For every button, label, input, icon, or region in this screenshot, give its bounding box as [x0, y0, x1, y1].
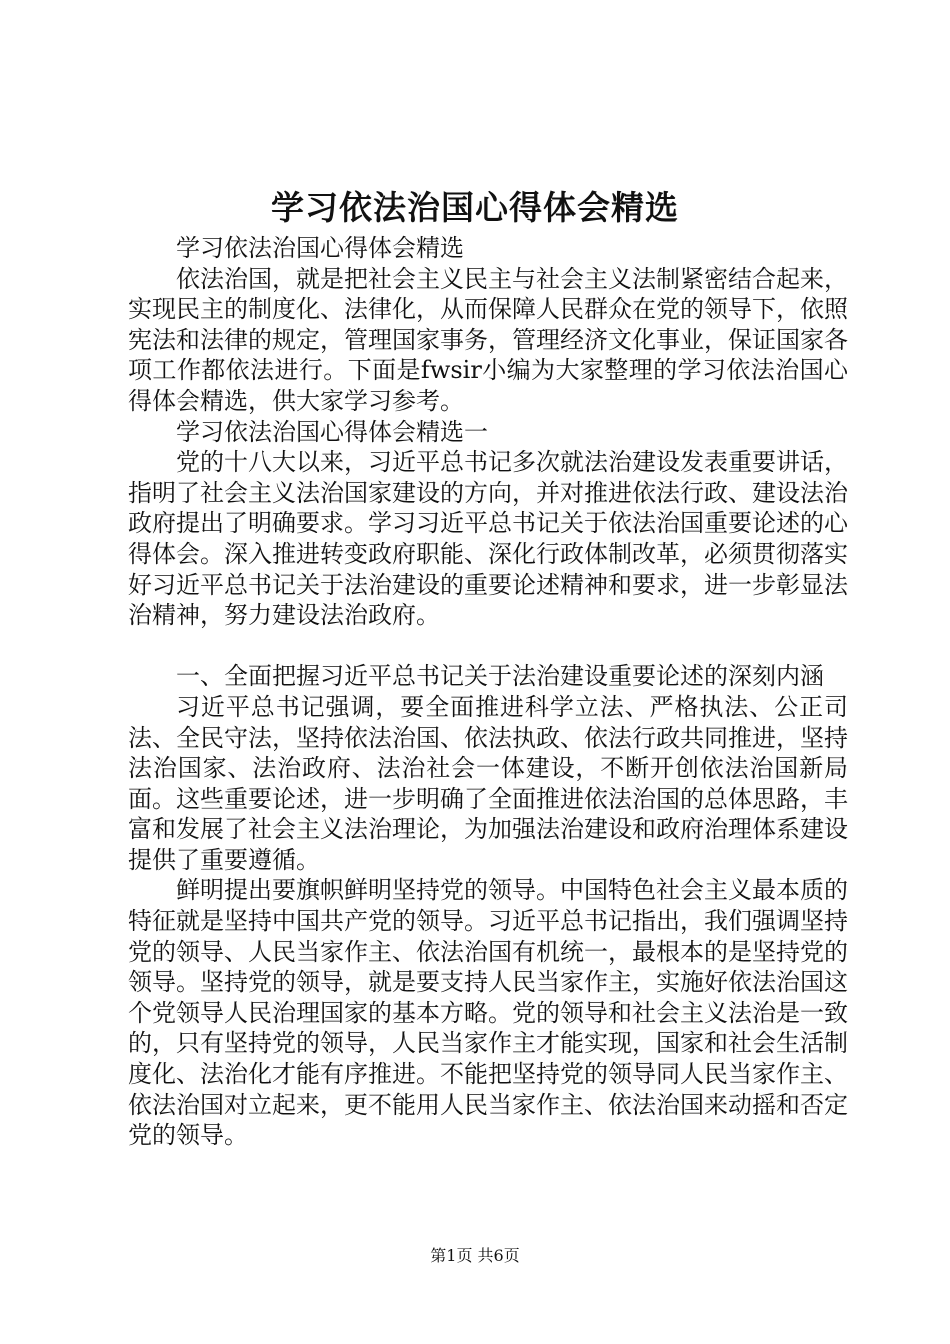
intro-paragraph: 依法治国，就是把社会主义民主与社会主义法制紧密结合起来，实现民主的制度化、法律化，从而保障人民群众在党的领导下，依照宪法和法律的规定，管理国家事务，管理经济文化事业，保证国家各项工作都依法进行。下面是fwsir小编为大家整理的学习依法治国心得体会精选，供大家学习参考。 [128, 264, 848, 415]
subtitle-paragraph: 学习依法治国心得体会精选 [176, 234, 464, 262]
body-paragraph: 鲜明提出要旗帜鲜明坚持党的领导。中国特色社会主义最本质的特征就是坚持中国共产党的领导。习近平总书记指出，我们强调坚持党的领导、人民当家作主、依法治国有机统一，最根本的是坚持党的领导。坚持党的领导，就是要支持人民当家作主，实施好依法治国这个党领导人民治理国家的基本方略。党的领导和社会主义法治是一致的，只有坚持党的领导，人民当家作主才能实现，国家和社会生活制度化、法治化才能有序推进。不能把坚持党的领导同人民当家作主、依法治国对立起来，更不能用人民当家作主、依法治国来动摇和否定党的领导。 [128, 876, 848, 1150]
section-heading: 学习依法治国心得体会精选一 [176, 417, 488, 446]
paragraph-spacer [128, 631, 848, 662]
page-footer: 第1页 共6页 [430, 1246, 520, 1265]
subsection-heading: 一、全面把握习近平总书记关于法治建设重要论述的深刻内涵 [176, 662, 824, 691]
document-body [128, 233, 848, 1151]
body-paragraph: 党的十八大以来，习近平总书记多次就法治建设发表重要讲话，指明了社会主义法治国家建设的方向，并对推进依法行政、建设法治政府提出了明确要求。学习习近平总书记关于依法治国重要论述的心得体会。深入推进转变政府职能、深化行政体制改革，必须贯彻落实好习近平总书记关于法治建设的重要论述精神和要求，进一步彰显法治精神，努力建设法治政府。 [128, 448, 848, 630]
document-title: 学习依法治国心得体会精选 [271, 188, 679, 227]
body-paragraph: 习近平总书记强调，要全面推进科学立法、严格执法、公正司法、全民守法，坚持依法治国、依法执政、依法行政共同推进，坚持法治国家、法治政府、法治社会一体建设，不断开创依法治国新局面。这些重要论述，进一步明确了全面推进依法治国的总体思路，丰富和发展了社会主义法治理论，为加强法治建设和政府治理体系建设提供了重要遵循。 [128, 692, 848, 874]
